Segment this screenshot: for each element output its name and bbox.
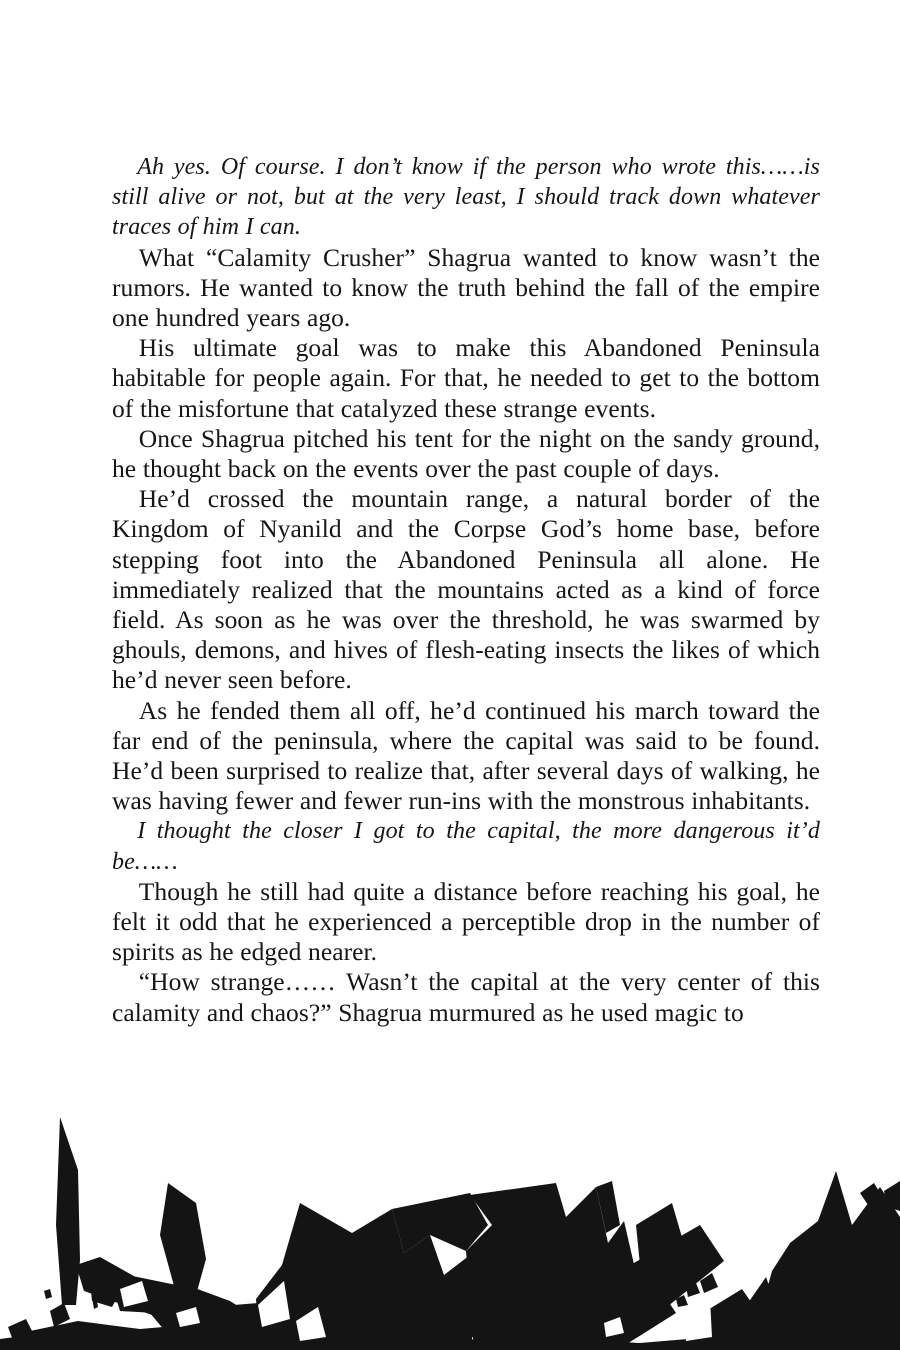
paragraph-8: Though he still had quite a distance before reaching his goal, he felt it odd that he experienced a perceptible drop in the number of spirits as he edged nearer.	[112, 876, 820, 967]
body-text-column	[112, 152, 820, 1028]
paragraph-2: What “Calamity Crusher” Shagrua wanted to know wasn’t the rumors. He wanted to know the truth behind the fall of the empire one hundred years ago.	[112, 242, 820, 333]
paragraph-9: “How strange…… Wasn’t the capital at the very center of this calamity and chaos?” Shagrua murmured as he used magic to	[112, 967, 820, 1027]
paragraph-inner-monologue-1: Ah yes. Of course. I don’t know if the person who wrote this……is still alive or not, but at the very least, I should track down whatever traces of him I can.	[112, 154, 820, 241]
paragraph-5: He’d crossed the mountain range, a natural border of the Kingdom of Nyanild and the Corpse God’s home base, before stepping foot into the Abandoned Peninsula all alone. He immediately realized that the mountains acted as a kind of force field. As soon as he was over the threshold, he was swarmed by ghouls, demons, and hives of flesh-eating insects the likes of which he’d never seen before.	[112, 484, 820, 695]
paragraph-6: As he fended them all off, he’d continued his march toward the far end of the peninsula, where the capital was said to be found. He’d been surprised to realize that, after several days of walking, he was having fewer and fewer run-ins with the monstrous inhabitants.	[112, 695, 820, 816]
paragraph-3: His ultimate goal was to make this Abandoned Peninsula habitable for people again. For that, he needed to get to the bottom of the misfortune that catalyzed these strange events.	[112, 333, 820, 423]
paragraph-inner-monologue-2: I thought the closer I got to the capital, the more dangerous it’d be……	[112, 818, 820, 875]
battlefield-rubble-silhouette-illustration	[0, 1075, 900, 1350]
paragraph-4: Once Shagrua pitched his tent for the night on the sandy ground, he thought back on the events over the past couple of days.	[112, 423, 820, 484]
